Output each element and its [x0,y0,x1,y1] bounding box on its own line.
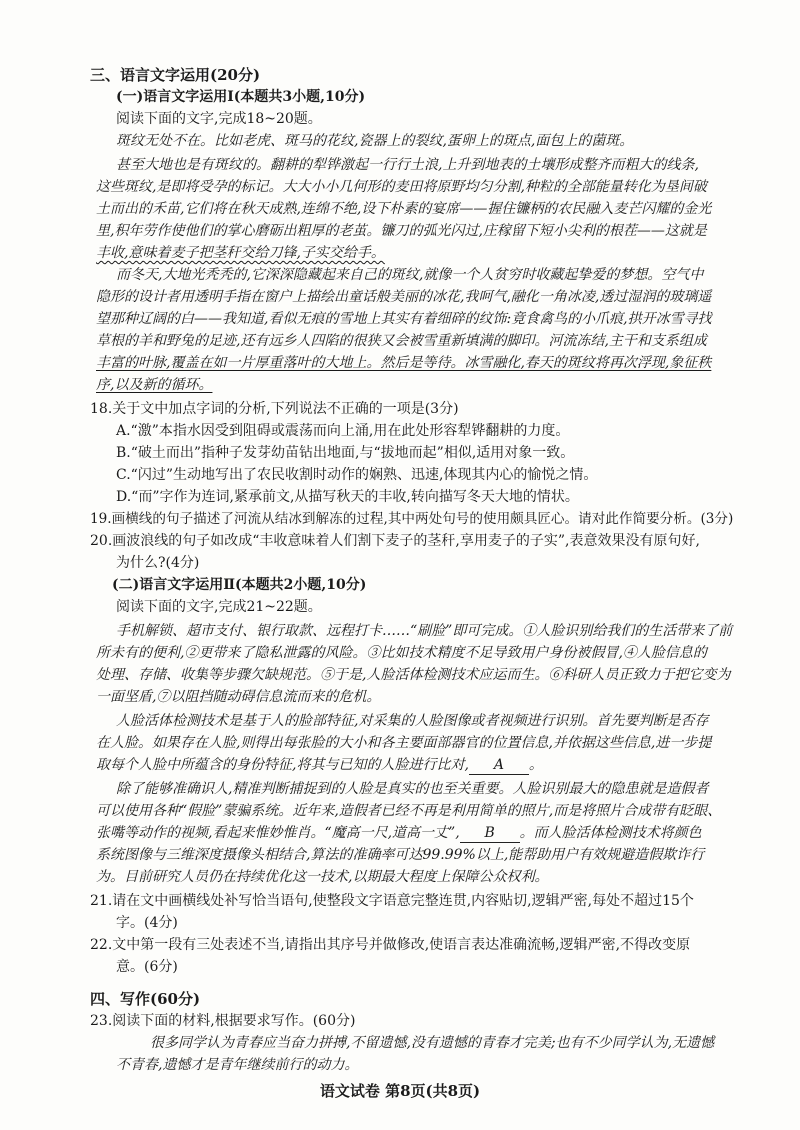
q18-stem: 18.关于文中加点字词的分析,下列说法不正确的一项是(3分) [90,401,459,417]
q18-option-a: A.“激”本指水因受到阻碍或震荡而向上涌,用在此处形容犁铧翻耕的力度。 [116,423,570,439]
q18-option-b: B.“破土而出”指种子发芽幼苗钻出地面,与“拔地而起”相似,适用对象一致。 [116,445,575,461]
section3-title: 三、语言文字运用(20分) [90,66,261,84]
sub1-title: (一)语言文字运用Ⅰ(本题共3小题,10分) [116,89,366,105]
period: 。 [528,757,543,773]
passage2-line: 人脸活体检测技术是基于人的脸部特征,对采集的人脸图像或者视频进行识别。首先要判断是否存 [116,713,709,729]
passage2-text-tail: 。而人脸活体检测技术将颜色 [519,825,702,841]
passage1-underlined-line: 丰富的叶脉,覆盖在如一片厚重落叶的大地上。然后是等待。冰雪融化,春天的斑纹将再次浮现,象征秩 [96,355,712,371]
passage1-line: 望那种辽阔的白——我知道,看似无痕的雪地上其实有着细碎的纹饰:竟食禽鸟的小爪痕,拱开冰雪寻找 [96,311,712,327]
passage2-line-with-blank-a [96,756,543,775]
blank-b[interactable]: B [460,824,520,843]
page-footer: 语文试卷 第8页(共8页) [319,1082,481,1100]
section4-title: 四、写作(60分) [90,990,201,1008]
passage2-line: 可以使用各种“假脸”蒙骗系统。近年来,造假者已经不再是利用简单的照片,而是将照片合成带有眨眼、 [96,803,722,819]
passage1-line: 而冬天,大地光秃秃的,它深深隐藏起来自己的斑纹,就像一个人贫穷时收藏起挚爱的梦想。空气中 [116,267,704,283]
sub2-intro: 阅读下面的文字,完成21~22题。 [116,599,322,615]
q20-line: 为什么?(4分) [116,555,200,571]
material-line: 不青春,遗憾才是青年继续前行的动力。 [116,1057,359,1073]
passage1-line: 甚至大地也是有斑纹的。翻耕的犁铧激起一行行土浪,上升到地表的土壤形成整齐而粗大的线条, [116,157,699,173]
passage1-line: 草根的羊和野兔的足迹,还有远乡人四陷的很狭又会被雪重新填满的脚印。河流冻结,主干和支系组成 [96,333,707,349]
passage1-line: 里,积年劳作使他们的掌心磨砺出粗厚的老茧。镰刀的弧光闪过,庄稼留下短小尖利的根茬——这就是 [96,223,707,239]
passage1-line: 隐形的设计者用透明手指在窗户上描绘出童话般美丽的冰花,我呵气,融化一角冰凌,透过湿润的玻璃遥 [96,289,712,305]
q21-line: 21.请在文中画横线处补写恰当语句,使整段文字语意完整连贯,内容贴切,逻辑严密,每处不超过15个 [90,893,694,909]
passage2-line: 处理、存储、收集等步骤欠缺规范。⑤于是,人脸活体检测技术应运而生。⑥科研人员正致力于把它变为 [96,667,731,683]
passage2-line: 为。目前研究人员仍在持续优化这一技术,以期最大程度上保障公众权利。 [96,869,549,885]
passage2-line: 在人脸。如果存在人脸,则得出每张脸的大小和各主要面部器官的位置信息,并依据这些信息,进一步提 [96,735,712,751]
q22-line: 意。(6分) [116,959,178,975]
q23: 23.阅读下面的材料,根据要求写作。(60分) [90,1013,356,1029]
sub1-intro: 阅读下面的文字,完成18~20题。 [116,111,322,127]
passage2-line: 所未有的便利,②更带来了隐私泄露的风险。③比如技术精度不足导致用户身份被假冒,④人脸信息的 [96,645,707,661]
passage2-line-with-blank-b [96,824,702,843]
q20-line: 20.画波浪线的句子如改成“丰收意味着人们割下麦子的茎秆,享用麦子的子实”,表意效果没有原句好, [90,533,700,549]
sub2-title: (二)语言文字运用Ⅱ(本题共2小题,10分) [112,577,367,593]
q18-option-c: C.“闪过”生动地写出了农民收割时动作的娴熟、迅速,体现其内心的愉悦之情。 [116,467,598,483]
passage1-line: 这些斑纹,是即将受孕的标记。大大小小几何形的麦田将原野均匀分割,种粒的全部能量转化为垦间破 [96,179,707,195]
passage2-line: 一面坚盾,⑦以阻挡随动碍信息流而来的危机。 [96,689,381,705]
passage2-line: 系统图像与三维深度摄像头相结合,算法的准确率可达99.99%以上,能帮助用户有效规避造假欺诈行 [96,847,705,863]
passage1-underlined-line: 序,以及新的循环。 [96,377,213,393]
passage2-text: 取每个人脸中所蕴含的身份特征,将其与已知的人脸进行比对, [96,757,469,773]
passage2-line: 手机解锁、超市支付、银行取款、远程打卡……“刷脸”即可完成。①人脸识别给我们的生活带来了前 [116,623,733,639]
q18-option-d: D.“而”字作为连词,紧承前文,从描写秋天的丰收,转向描写冬天大地的情状。 [116,489,579,505]
passage1-wavy-line: 丰收,意味着麦子把茎秆交给刀锋,子实交给手。 [96,245,385,261]
material-line: 很多同学认为青春应当奋力拼搏,不留遗憾,没有遗憾的青春才完美;也有不少同学认为,无遗憾 [150,1035,715,1051]
blank-a[interactable]: A [469,756,529,775]
passage2-line: 除了能够准确识人,精准判断捕捉到的人脸是真实的也至关重要。人脸识别最大的隐患就是造假者 [116,781,709,797]
q19: 19.画横线的句子描述了河流从结冰到解冻的过程,其中两处句号的使用颇具匠心。请对此作简要分析。(3分) [90,511,734,527]
q22-line: 22.文中第一段有三处表述不当,请指出其序号并做修改,使语言表达准确流畅,逻辑严密,不得改变原 [90,937,691,953]
passage1-line: 土而出的禾苗,它们将在秋天成熟,连绵不绝,设下朴素的宴席——握住镰柄的农民融入麦芒闪耀的金光 [96,201,712,217]
q21-line: 字。(4分) [116,915,178,931]
passage1-line: 斑纹无处不在。比如老虎、斑马的花纹,瓷器上的裂纹,蛋卵上的斑点,面包上的菌斑。 [116,133,634,149]
passage2-text: 张嘴等动作的视频,看起来惟妙惟肖。“魔高一尺,道高一丈”, [96,825,460,841]
